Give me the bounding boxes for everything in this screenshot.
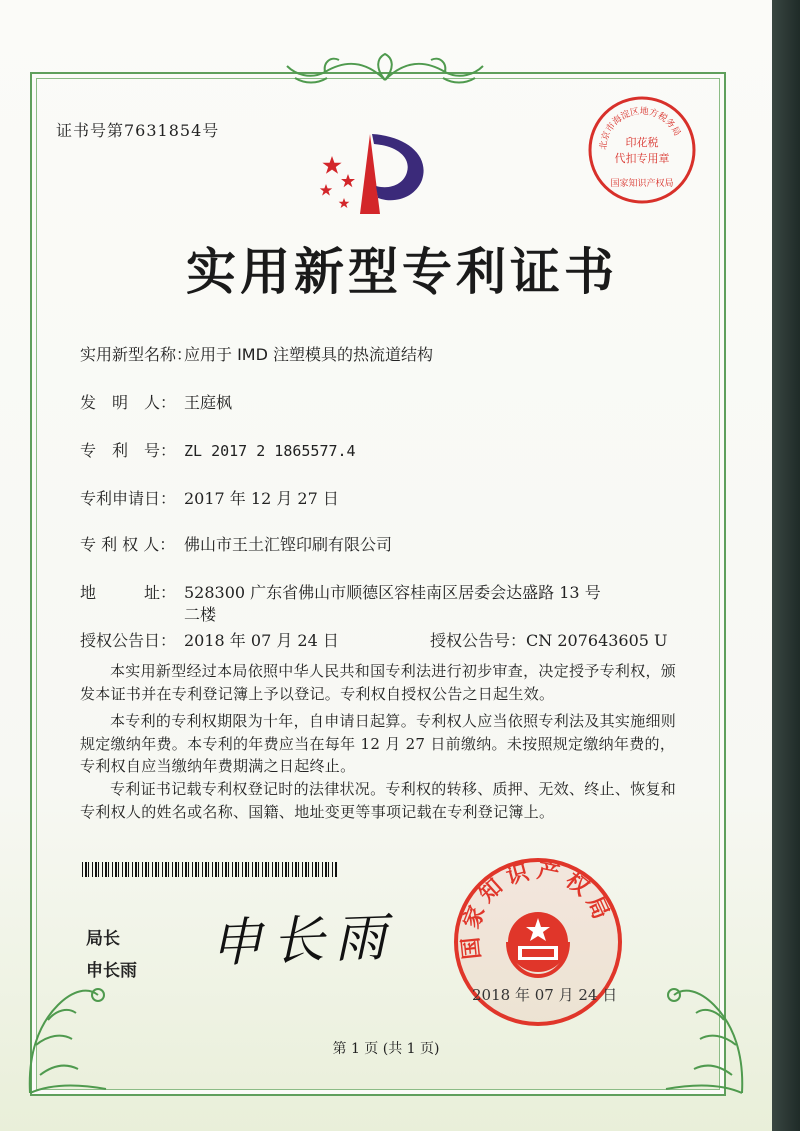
field-label: 授权公告日： bbox=[80, 631, 177, 650]
corner-ornament-right-icon bbox=[664, 965, 754, 1095]
handwritten-signature: 申长雨 bbox=[209, 907, 398, 975]
field-utility-name bbox=[80, 342, 433, 365]
field-label: 授权公告号： bbox=[430, 631, 527, 650]
field-label: 发 明 人： bbox=[80, 393, 177, 412]
paragraph-1: 本实用新型经过本局依照中华人民共和国专利法进行初步审查，决定授予专利权，颁发本证书并在专利登记簿上予以登记。专利权自授权公告之日起生效。 bbox=[80, 662, 677, 703]
corner-ornament-left-icon bbox=[18, 965, 108, 1095]
field-value: 2017 年 12 月 27 日 bbox=[184, 489, 339, 508]
field-label: 专 利 号： bbox=[80, 441, 177, 460]
field-label: 地 址： bbox=[80, 583, 177, 602]
field-label: 专 利 权 人： bbox=[80, 535, 176, 554]
svg-text:代扣专用章: 代扣专用章 bbox=[614, 152, 670, 165]
field-label: 实用新型名称： bbox=[80, 345, 193, 364]
seal-date: 2018 年 07 月 24 日 bbox=[472, 986, 618, 1004]
tax-stamp-seal bbox=[586, 94, 698, 206]
field-inventor bbox=[80, 390, 232, 413]
signatory-name: 申长雨 bbox=[86, 961, 137, 981]
top-ornament-icon bbox=[265, 50, 505, 90]
svg-text:北京市海淀区地方税务局: 北京市海淀区地方税务局 bbox=[598, 106, 682, 151]
field-value: CN 207643605 U bbox=[526, 631, 668, 650]
field-patent-number bbox=[80, 438, 356, 461]
binding-edge bbox=[768, 0, 800, 1131]
field-grant-date bbox=[80, 628, 339, 651]
field-value: 528300 广东省佛山市顺德区容桂南区居委会达盛路 13 号 bbox=[184, 583, 601, 602]
field-grant-number bbox=[430, 628, 668, 651]
field-value: 2018 年 07 月 24 日 bbox=[184, 631, 339, 650]
field-address bbox=[80, 580, 601, 603]
field-value: 王庭枫 bbox=[184, 393, 233, 412]
barcode bbox=[82, 862, 337, 877]
field-value: 应用于 IMD 注塑模具的热流道结构 bbox=[184, 345, 434, 364]
svg-text:国家知识产权局: 国家知识产权局 bbox=[457, 858, 616, 961]
paragraph-2: 本专利的专利权期限为十年，自申请日起算。专利权人应当依照专利法及其实施细则规定缴纳年费。本专利的年费应当在每年 12 月 27 日前缴纳。未按照规定缴纳年费的，专利权自应当缴纳年费期满之日起终止。 bbox=[80, 712, 677, 775]
certificate-number: 证书号第7631854号 bbox=[56, 121, 220, 140]
field-address-line2: 二楼 bbox=[184, 605, 217, 624]
signatory-title: 局长 bbox=[86, 929, 120, 949]
patent-office-logo-icon bbox=[312, 128, 432, 220]
svg-text:国家知识产权局: 国家知识产权局 bbox=[610, 179, 674, 189]
paragraph-3: 专利证书记载专利权登记时的法律状况。专利权的转移、质押、无效、终止、恢复和专利权人的姓名或名称、国籍、地址变更等事项记载在专利登记簿上。 bbox=[80, 780, 677, 821]
field-filing-date bbox=[80, 486, 339, 509]
field-patentee bbox=[80, 532, 392, 555]
field-value: 佛山市王土汇铿印刷有限公司 bbox=[184, 535, 393, 554]
certificate-title: 实用新型专利证书 bbox=[186, 243, 618, 301]
field-label: 专利申请日： bbox=[80, 489, 177, 508]
svg-text:印花税: 印花税 bbox=[625, 136, 659, 149]
field-value: ZL 2017 2 1865577.4 bbox=[184, 442, 356, 460]
page-number: 第 1 页 (共 1 页) bbox=[332, 1041, 440, 1057]
